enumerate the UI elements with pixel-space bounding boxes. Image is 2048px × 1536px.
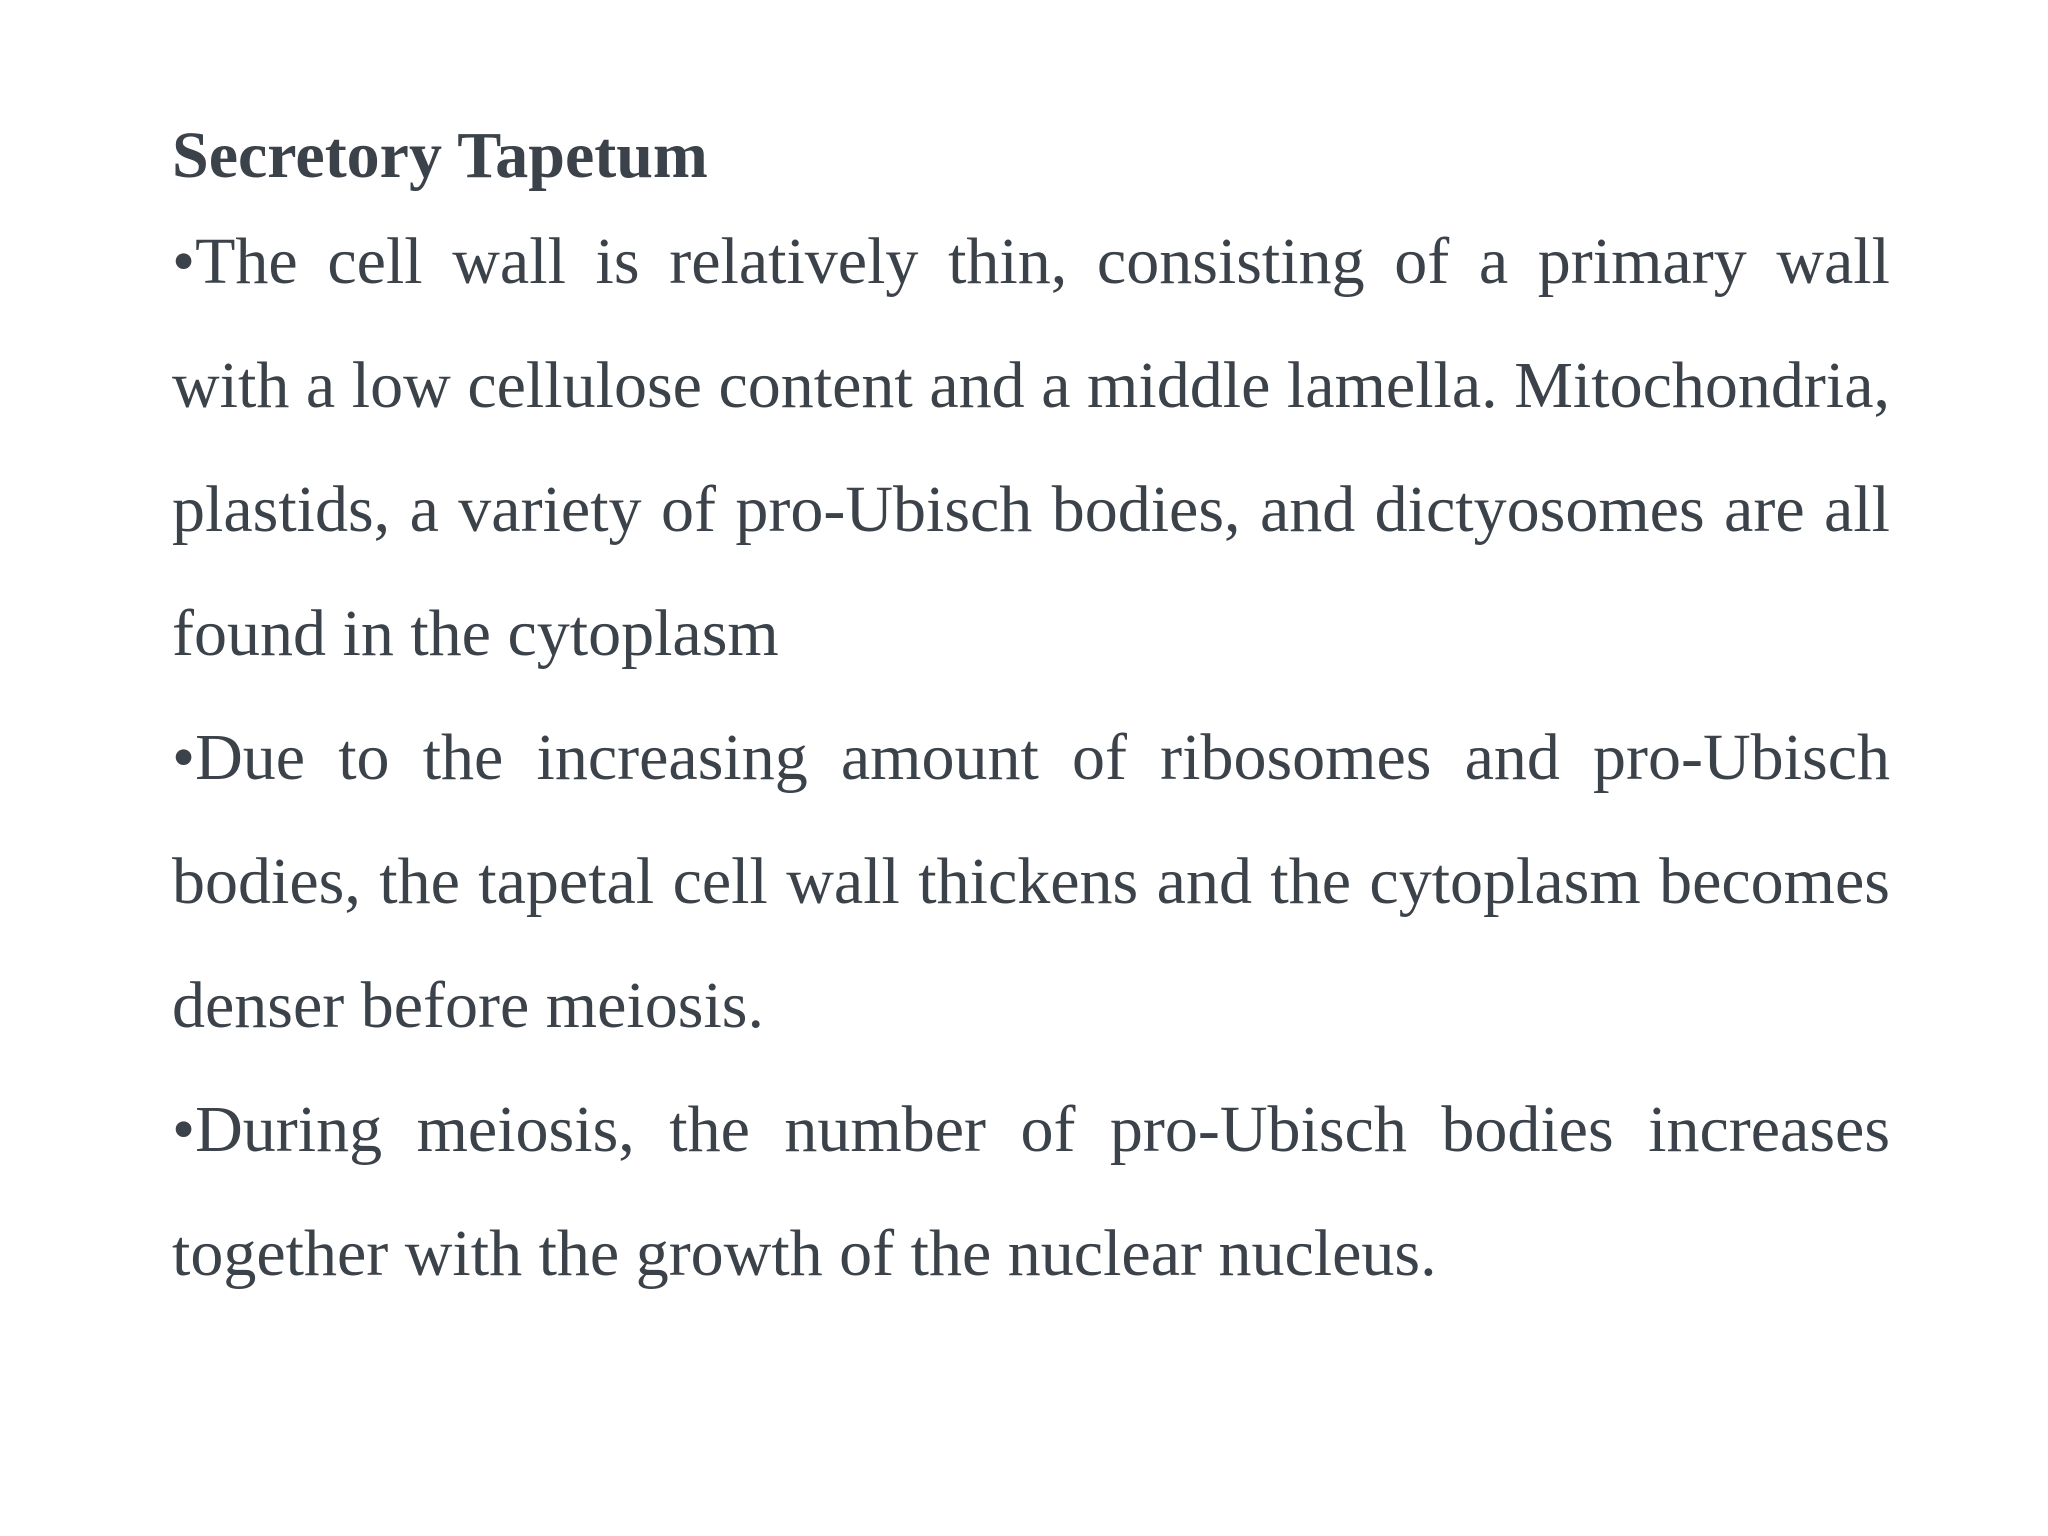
bullet-marker: • <box>172 225 196 298</box>
bullet-item <box>172 696 1890 1068</box>
bullet-item <box>172 200 1890 696</box>
bullet-item <box>172 1068 1890 1316</box>
bullet-text: The cell wall is relatively thin, consisting of a primary wall with a low cellulose content and a middle lamella. Mitochondria, plastids, a variety of pro-Ubisch bodies, and dictyosomes are all found in the cytoplasm <box>172 225 1890 670</box>
bullet-text: During meiosis, the number of pro-Ubisch bodies increases together with the growth of the nuclear nucleus. <box>172 1093 1890 1290</box>
bullet-list <box>172 200 1890 1316</box>
bullet-text: Due to the increasing amount of ribosomes and pro-Ubisch bodies, the tapetal cell wall thickens and the cytoplasm becomes denser before meiosis. <box>172 721 1890 1042</box>
bullet-marker: • <box>172 721 196 794</box>
bullet-marker: • <box>172 1093 196 1166</box>
slide-title: Secretory Tapetum <box>172 119 708 192</box>
